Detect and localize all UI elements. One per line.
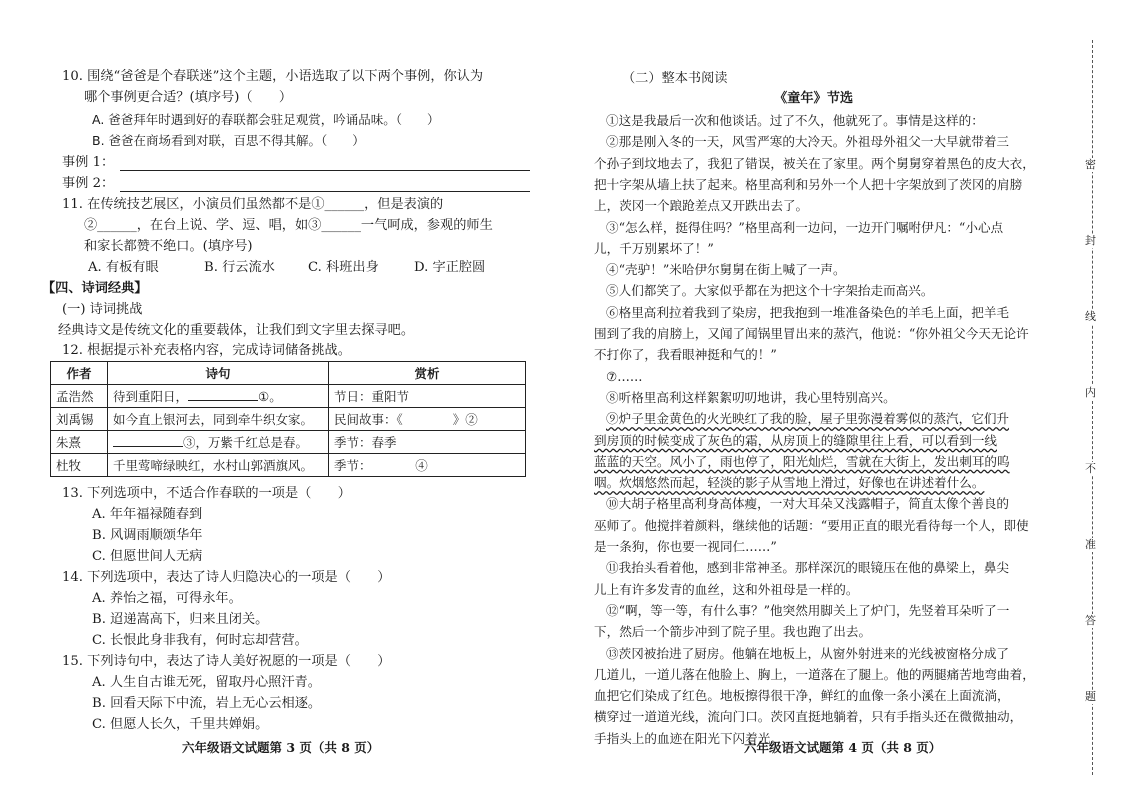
q11-line-3: 和家长都赞不绝口。(填序号) [84, 239, 253, 254]
row-author: 杜牧 [51, 454, 108, 477]
right-page-footer: 六年级语文试题第 4 页（共 8 页） [744, 740, 942, 755]
table-row [51, 385, 526, 408]
passage-line: ⑩大胡子格里高利身高体瘦，一对大耳朵又浅露帽子，简直太像个善良的 [606, 496, 1009, 512]
subsection-1-heading: (一) 诗词挑战 [62, 302, 143, 317]
passage-line: ⑨炉子里金黄色的火光映红了我的脸，屋子里弥漫着雾似的蒸汽，它们升 [606, 411, 1009, 427]
passage-line: 几道儿，一道儿落在他脸上、胸上，一道落在了腿上。他的两腿痛苦地弯曲着， [594, 666, 1035, 682]
q15-option-b: B. 回看天际下中流，岩上无心云相逐。 [92, 696, 322, 711]
q11-option-a: A. 有板有眼 [88, 260, 159, 275]
q11-option-b: B. 行云流水 [204, 260, 275, 275]
excerpt-title: 《童年》节选 [774, 91, 854, 106]
passage-line: 儿，千万别累坏了！” [594, 240, 714, 256]
poetry-table [50, 361, 526, 477]
binding-seal-char: 准 [1085, 538, 1096, 551]
example-1-blank[interactable] [120, 158, 530, 171]
row-author: 孟浩然 [51, 385, 108, 408]
passage-line: ⑬茨冈被抬进了厨房。他躺在地板上，从窗外射进来的光线被窗格分成了 [606, 645, 1009, 661]
q14-option-c: C. 长恨此身非我有，何时忘却营营。 [92, 633, 308, 648]
row-author: 刘禹锡 [51, 408, 108, 431]
q14-option-b: B. 迢递嵩高下，归来且闭关。 [92, 612, 269, 627]
passage-line: ⑫“啊，等一等，有什么事？”他突然用脚关上了炉门，先竖着耳朵听了一 [606, 602, 1010, 618]
poem-blank-1[interactable] [188, 387, 258, 401]
reading-section-heading: （二）整本书阅读 [622, 71, 728, 86]
q15-option-a: A. 人生自古谁无死，留取丹心照汗青。 [92, 675, 321, 690]
q13-option-b: B. 风调雨顺颂华年 [92, 528, 203, 543]
table-row [51, 454, 526, 477]
passage-line: 横穿过一道道光线，流向门口。茨冈直挺地躺着，只有手指头还在微微抽动， [594, 709, 1023, 725]
row-analysis[interactable]: 民间故事：《 》② [329, 408, 526, 431]
passage-line: 是一条狗，你也要一视同仁……” [594, 539, 777, 554]
q13-stem: 13. 下列选项中，不适合作春联的一项是（ ） [62, 486, 351, 501]
table-row [51, 431, 526, 454]
passage-line: 蓝蓝的天空。风小了，雨也停了，阳光灿烂，雪就在大街上，发出刺耳的呜 [594, 453, 1010, 469]
example-1-label: 事例 1： [62, 155, 115, 170]
example-2-label: 事例 2： [62, 176, 115, 191]
q10-stem-2: 哪个事例更合适？(填序号)（ ） [84, 90, 293, 105]
passage-line: 个孙子到坟地去了，我犯了错误，被关在了家里。两个舅舅穿着黑色的皮大衣， [594, 155, 1035, 171]
q10-option-a: A. 爸爸拜年时遇到好的春联都会驻足观赏，吟诵品味。（ ） [92, 112, 440, 127]
q10-option-b: B. 爸爸在商场看到对联，百思不得其解。（ ） [92, 133, 365, 148]
passage-line: 血把它们染成了红色。地板擦得很干净，鲜红的血像一条小溪在上面流淌， [594, 688, 1010, 704]
passage-line: 巫师了。他搅拌着颜料，继续他的话题：“要用正直的眼光看待每一个人，即使 [594, 517, 1029, 533]
q14-option-a: A. 养怡之福，可得永年。 [92, 591, 242, 606]
table-header-row [51, 362, 526, 385]
passage-line: ⑤人们都笑了。大家似乎都在为把这个十字架抬走而高兴。 [606, 283, 934, 299]
poem-text: 如今直上银河去，同到牵牛织女家。 [108, 408, 329, 431]
table-header-analysis: 赏析 [329, 362, 526, 385]
passage-line: ③“怎么样，挺得住吗？”格里高利一边问，一边开门嘱咐伊凡：“小心点 [606, 219, 1004, 235]
table-row [51, 408, 526, 431]
passage-line: 上，茨冈一个踉跄差点又开跌出去了。 [594, 198, 809, 214]
passage-line: ⑥格里高利拉着我到了染房，把我抱到一堆准备染色的羊毛上面，把羊毛 [606, 304, 1009, 320]
poem-text: ③，万紫千红总是春。 [183, 435, 309, 450]
binding-seal-char: 题 [1085, 690, 1096, 703]
binding-seal-char: 密 [1085, 158, 1096, 171]
poem-blank-3[interactable] [113, 433, 183, 447]
passage-line: ⑧听格里高利这样絮絮叨叨地讲，我心里特别高兴。 [606, 389, 896, 405]
row-author: 朱熹 [51, 431, 108, 454]
q14-stem: 14. 下列选项中，表达了诗人归隐决心的一项是（ ） [62, 570, 391, 585]
binding-seal-char: 线 [1085, 310, 1096, 323]
passage-line: 把十字架从墙上扶了起来。格里高利和另外一个人把十字架放到了茨冈的肩膀 [594, 176, 1023, 192]
poem-text: 待到重阳日， [113, 389, 189, 404]
q15-stem: 15. 下列诗句中，表达了诗人美好祝愿的一项是（ ） [62, 654, 391, 669]
row-analysis: 节日：重阳节 [329, 385, 526, 408]
passage-line: 手指头上的血迹在阳光下闪着光。 [594, 730, 783, 746]
binding-seal-char: 不 [1085, 462, 1096, 475]
passage-line: ⑦…… [606, 368, 643, 384]
q12-stem: 12. 根据提示补充表格内容，完成诗词储备挑战。 [62, 343, 351, 358]
table-header-author: 作者 [51, 362, 108, 385]
passage-line: 下，然后一个箭步冲到了院子里。我也跑了出去。 [594, 624, 872, 640]
passage-line: 不打你了，我看眼神挺和气的！” [594, 347, 777, 363]
q11-option-d: D. 字正腔圆 [414, 260, 486, 275]
passage-line: 到房顶的时候变成了灰色的霜，从房顶上的缝隙里往上看，可以看到一线 [594, 432, 997, 448]
table-header-poem: 诗句 [108, 362, 329, 385]
row-analysis[interactable]: 季节： ④ [329, 454, 526, 477]
binding-seal-char: 封 [1085, 234, 1096, 247]
passage-line: 围到了我的肩膀上，又闻了闻锅里冒出来的蒸汽，他说：“你外祖父今天无论许 [594, 326, 1029, 341]
passage-line: ①这是我最后一次和他谈话。过了不久，他就死了。事情是这样的： [606, 113, 984, 128]
passage-line: 儿上有许多发青的血丝，这和外祖母是一样的。 [594, 581, 859, 597]
binding-seal-char: 答 [1085, 614, 1096, 627]
q11-line-2: ②______，在台上说、学、逗、唱，如③______一气呵成，参观的师生 [84, 218, 493, 233]
passage-line: ②那是刚入冬的一天，风雪严寒的大冷天。外祖母外祖父一大早就带着三 [606, 134, 1009, 150]
passage-line: ④“壳驴！”米哈伊尔舅舅在街上喊了一声。 [606, 262, 846, 278]
poetry-intro: 经典诗文是传统文化的重要载体，让我们到文字里去探寻吧。 [58, 323, 415, 338]
binding-dashed-line [1092, 40, 1093, 775]
passage-line: ⑪我抬头看着他，感到非常神圣。那样深沉的眼镜压在他的鼻梁上，鼻尖 [606, 560, 1009, 576]
binding-seal-char: 内 [1085, 386, 1096, 399]
poem-text: 千里莺啼绿映红，水村山郭酒旗风。 [108, 454, 329, 477]
left-page-footer: 六年级语文试题第 3 页（共 8 页） [182, 740, 380, 755]
q10-stem-1: 10. 围绕“爸爸是个春联迷”这个主题，小语选取了以下两个事例，你认为 [62, 69, 484, 84]
poem-text: ①。 [258, 389, 282, 404]
q13-option-a: A. 年年福禄随春到 [92, 507, 203, 522]
q11-option-c: C. 科班出身 [308, 260, 379, 275]
example-2-blank[interactable] [120, 179, 530, 192]
section-4-heading: 【四、诗词经典】 [42, 281, 148, 296]
q13-option-c: C. 但愿世间人无病 [92, 549, 203, 564]
passage-line: 咽。炊烟悠然而起，轻淡的影子从雪地上滑过，好像也在讲述着什么。 [594, 475, 985, 491]
q11-line-1: 11. 在传统技艺展区，小演员们虽然都不是①______，但是表演的 [62, 197, 444, 212]
q15-option-c: C. 但愿人长久，千里共婵娟。 [92, 717, 269, 732]
row-analysis: 季节：春季 [329, 431, 526, 454]
